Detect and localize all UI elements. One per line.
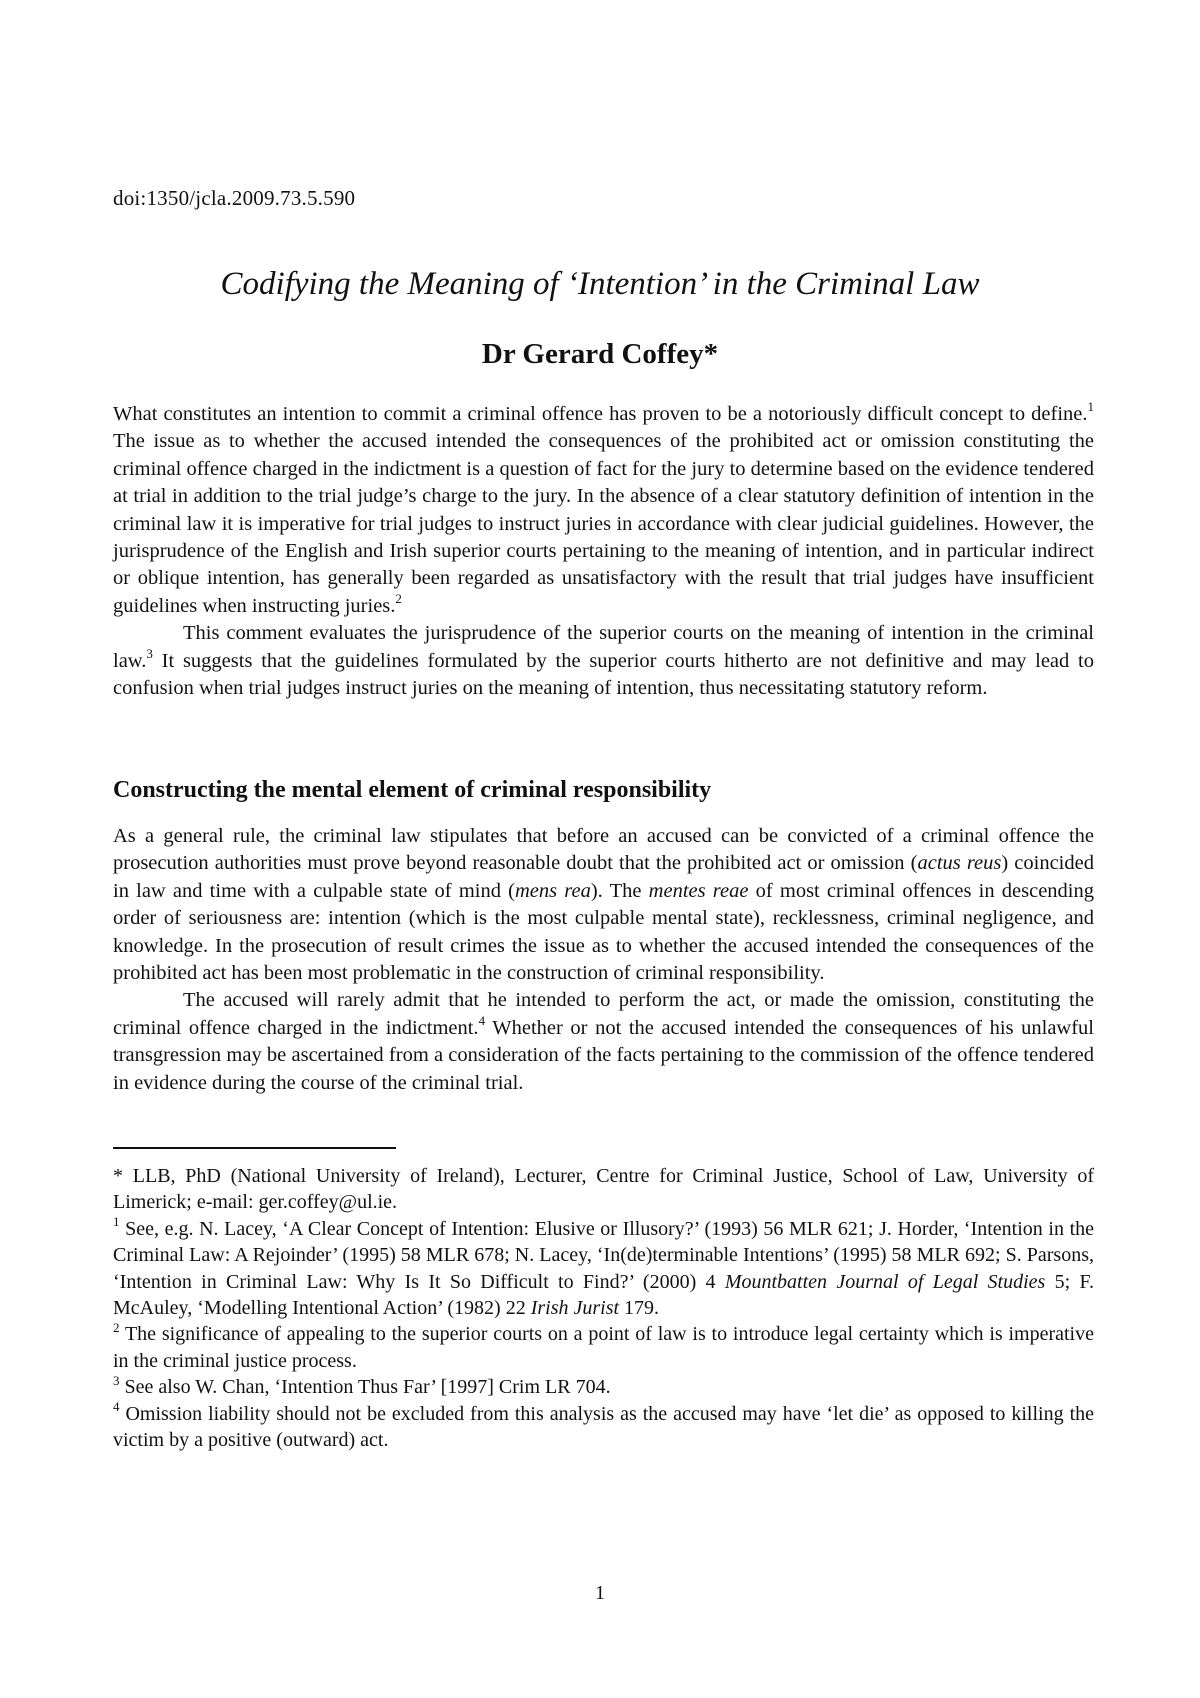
footnote-3: $^3$ See also W. Chan, ‘Intention Thus Far’ [1997] Crim LR 704. [113, 1372, 611, 1399]
term-mentes-reae: mentes reae [648, 879, 749, 902]
intro-paragraph-1: What constitutes an intention to commit a criminal offence has proven to be a notoriously difficult concept to define.$^1$ The issue as to whether the accused intended the consequences of the prohibited act or omission constituting the criminal offence charged in the indictment is a question of fact for the jury to determine based on the evidence tendered at trial in addition to the trial judge’s charge to the jury. In the absence of a clear statutory definition of intention in the criminal law it is imperative for trial judges to instruct juries in accordance with clear judicial guidelines. However, the jurisprudence of the English and Irish superior courts pertaining to the meaning of intention, and in particular indirect or oblique intention, has generally been regarded as unsatisfactory with the result that trial judges have insufficient guidelines when instructing juries.$^2$ [113, 399, 1094, 617]
section-heading: Constructing the mental element of criminal responsibility [113, 777, 712, 803]
footnote-ref-3[interactable]: 3 [146, 645, 153, 661]
footnote-ref-1[interactable]: 1 [1087, 399, 1094, 415]
footnote-1: $^1$ See, e.g. N. Lacey, ‘A Clear Concept of Intention: Elusive or Illusory?’ (1993) 56 MLR 621; J. Horder, ‘Intention in the Criminal Law: A Rejoinder’ (1995) 58 MLR 678; N. Lacey, ‘In(de)terminable Intentions’ (1995) 58 MLR 692; S. Parsons, ‘Intention in Criminal Law: Why Is It So Difficult to Find?’ (2000) 4 Mountbatten Journal of Legal Studies 5; F. McAuley, ‘Modelling Intentional Action’ (1982) 22 Irish Jurist 179. [113, 1214, 1094, 1320]
article-title: Codifying the Meaning of ‘Intention’ in the Criminal Law [220, 266, 980, 302]
intro-paragraph-2: This comment evaluates the jurisprudence of the superior courts on the meaning of intention in the criminal law.$^3$ It suggests that the guidelines formulated by the superior courts hitherto are not definitive and may lead to confusion when trial judges instruct juries on the meaning of intention, thus necessitating statutory reform. [113, 622, 1094, 700]
footnote-ref-2[interactable]: 2 [395, 591, 402, 607]
footnote-divider [113, 1147, 396, 1149]
page-number: 1 [595, 1582, 605, 1604]
author-name: Dr Gerard Coffey* [481, 338, 719, 370]
section-1-paragraph-2: The accused will rarely admit that he intended to perform the act, or made the omission, constituting the criminal offence charged in the indictment.$^4$ Whether or not the accused intended the consequences of his unlawful transgression may be ascertained from a consideration of the facts pertaining to the commission of the offence tendered in evidence during the course of the criminal trial. [113, 989, 1094, 1094]
footnote-author: * LLB, PhD (National University of Ireland), Lecturer, Centre for Criminal Justice, School of Law, University of Limerick; e-mail: ger.coffey@ul.ie. [113, 1165, 1094, 1214]
footnote-2: $^2$ The significance of appealing to the superior courts on a point of law is to introduce legal certainty which is imperative in the criminal justice process. [113, 1319, 1094, 1372]
section-1-paragraph-1: As a general rule, the criminal law stipulates that before an accused can be convicted of a criminal offence the prosecution authorities must prove beyond reasonable doubt that the prohibited act or omission (actus reus) coincided in law and time with a culpable state of mind (mens rea). The mentes reae of most criminal offences in descending order of seriousness are: intention (which is the most culpable mental state), recklessness, criminal negligence, and knowledge. In the prosecution of result crimes the issue as to whether the accused intended the consequences of the prohibited act has been most problematic in the construction of criminal responsibility. [113, 825, 1095, 985]
doi-line: doi:1350/jcla.2009.73.5.590 [113, 186, 356, 210]
intro-section [113, 401, 1094, 702]
footnotes [113, 1163, 1094, 1453]
footnote-4: $^4$ Omission liability should not be excluded from this analysis as the accused may have ‘let die’ as opposed to killing the victim by a positive (outward) act. [113, 1399, 1094, 1452]
section-1-body [113, 823, 1094, 1097]
term-actus-reus: actus reus [917, 852, 1002, 875]
footnote-ref-4[interactable]: 4 [478, 1013, 486, 1029]
term-mens-rea: mens rea [514, 879, 591, 902]
